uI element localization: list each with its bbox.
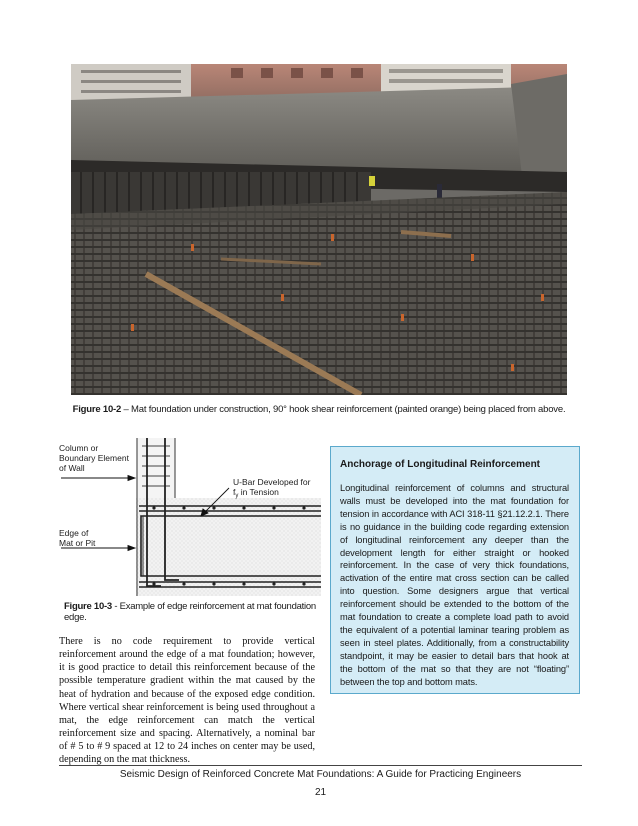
figure-10-2-text: – Mat foundation under construction, 90° hook shear reinforcement (painted orange) being placed from above. [121,404,566,415]
footer-title: Seismic Design of Reinforced Concrete Mat Foundations: A Guide for Practicing Engineers [119,769,522,780]
edge-reinforcement-diagram [59,438,321,598]
footer-divider [59,765,582,766]
mat-foundation-photo-graphic [71,64,567,395]
figure-10-3-label: Figure 10-3 [64,601,112,612]
figure-10-2-caption [30,404,608,415]
label-edge: Edge of Mat or Pit [59,528,96,548]
page-number: 21 [314,787,327,798]
label-ubar: U-Bar Developed for $f_y$ in Tension [233,477,311,499]
column-section [137,438,175,498]
sidebar-body: Longitudinal reinforcement of columns and structural walls must be developed into the mat foundation for tension in accordance with ACI 318-11 §21.12.2.1. There is no guidance in the building code regarding extension of longitudinal reinforcement any deeper than the development length for either straight or hooked reinforcement. In the case of very thick foundations, activation of the entire mat cross section can be called into question. Some designers argue that vertical reinforcement should be extended to the bottom of the mat foundation to create a complete load path to avoid the equivalent of a potential laminar tearing problem as seen in steel plates. Additionally, from a constructability standpoint, it may be easier to detail bars that hook at the bottom of the mat so that they are not “floating” between the top and bottom mats. [340,483,569,687]
sidebar-box [330,446,580,694]
sidebar-title: Anchorage of Longitudinal Reinforcement [340,459,541,470]
mat-foundation-photo [71,64,567,395]
figure-10-3-text: - Example of edge reinforcement at mat foundation edge. [64,601,316,623]
figure-10-2-label: Figure 10-2 [72,404,122,415]
body-paragraph: There is no code requirement to provide vertical reinforcement around the edge of a mat foundation; however, it is good practice to detail this reinforcement because of the possible temperature gradient within the mat caused by the heat of hydration and because of the exposed edge condition. Where vertical shear reinforcement is being used throughout a mat, the edge reinforcement can match the vertical reinforcement size and spacing. Alternatively, a nominal bar of # 5 to # 9 spaced at 12 to 24 inches on center may be used, depending on the mat thickness. [59,636,315,766]
edge-reinforcement-drawing [59,438,321,598]
figure-10-3-caption [64,601,324,623]
label-column: Column or Boundary Element of Wall [59,443,129,473]
